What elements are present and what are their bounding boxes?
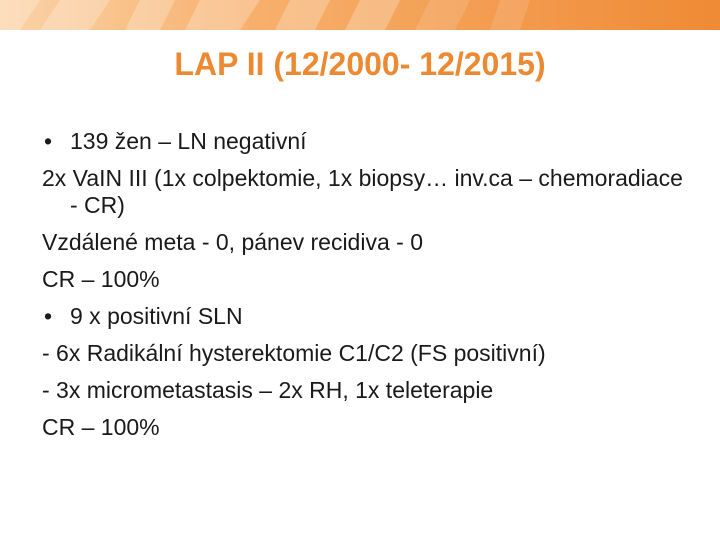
- bullet-marker: •: [44, 128, 53, 154]
- list-item-3: [42, 229, 692, 256]
- list-item-text: 2x VaIN III (1x colpektomie, 1x biopsy… inv.ca – chemoradiace - CR): [42, 165, 683, 218]
- top-decorative-banner: [0, 0, 720, 30]
- list-item-text: 9 x positivní SLN: [70, 303, 243, 329]
- list-item-7: [42, 377, 692, 404]
- list-item-text: Vzdálené meta - 0, pánev recidiva - 0: [42, 229, 423, 255]
- slide-body: [42, 128, 692, 451]
- list-item-5: [42, 303, 692, 330]
- list-item-1: [42, 128, 692, 155]
- list-item-text: CR – 100%: [42, 266, 160, 292]
- list-item-text: - 6x Radikální hysterektomie C1/C2 (FS positivní): [42, 340, 546, 366]
- bullet-marker: •: [44, 303, 53, 329]
- list-item-text: - 3x micrometastasis – 2x RH, 1x teleterapie: [42, 377, 494, 403]
- slide-title: LAP II (12/2000- 12/2015): [174, 46, 546, 82]
- list-item-2: [42, 165, 692, 219]
- list-item-4: [42, 266, 692, 293]
- list-item-text: 139 žen – LN negativní: [70, 128, 307, 154]
- banner-pattern-graphic: [0, 0, 720, 30]
- list-item-8: [42, 414, 692, 441]
- list-item-6: [42, 340, 692, 367]
- list-item-text: CR – 100%: [42, 414, 160, 440]
